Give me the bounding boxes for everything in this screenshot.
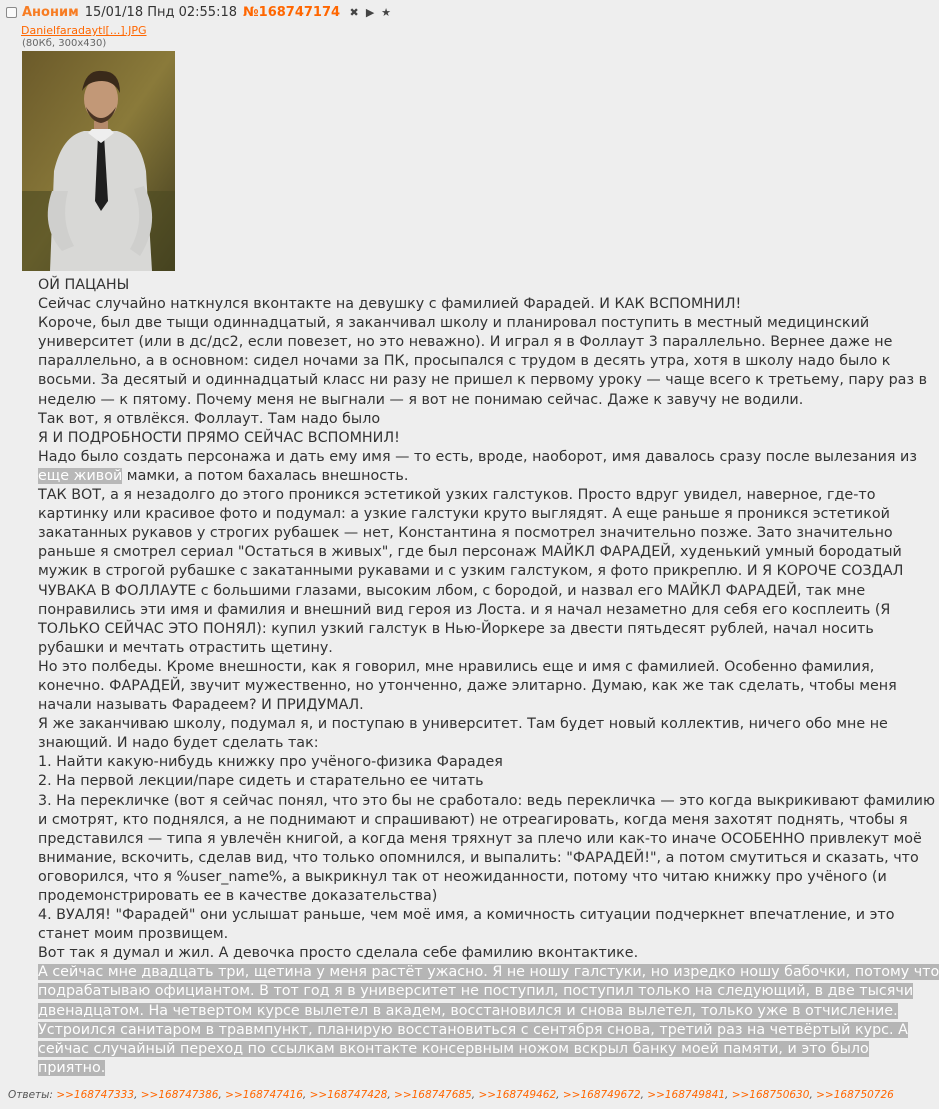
comment-line: знающий. И надо будет сделать так: bbox=[38, 735, 319, 752]
comment-line: ОЙ ПАЦАНЫ bbox=[38, 277, 130, 293]
reply-link[interactable]: >>168749462 bbox=[478, 1089, 557, 1101]
comment-line: 2. На первой лекции/паре сидеть и старательно ее читать bbox=[38, 773, 484, 790]
comment-line: восьми. За десятый и одиннадцатый класс ни разу не пришел к первому уроку — чаще всего к третьему, пару раз в bbox=[38, 372, 928, 389]
comment-text: мамки, а потом бахалась внешность. bbox=[122, 467, 409, 484]
reply-link[interactable]: >>168750630 bbox=[731, 1089, 810, 1101]
comment-line: Я И ПОДРОБНОСТИ ПРЯМО СЕЙЧАС ВСПОМНИЛ! bbox=[38, 429, 400, 446]
post-header bbox=[6, 3, 396, 21]
comment-line: параллельно, а в основном: сидел ночами за ПК, просыпался с трудом в десять утра, хотя в школу надо было к bbox=[38, 353, 891, 370]
comment-line: внимание, вскочить, сделав вид, что только опомнился, и выпалить: "ФАРАДЕЙ!", а потом смутиться и сказать, что bbox=[38, 849, 919, 866]
comment-line: станет моим прозвищем. bbox=[38, 926, 229, 943]
comment-line: Вот так я думал и жил. А девочка просто сделала себе фамилию вконтактике. bbox=[38, 945, 639, 962]
post-number-link[interactable]: №168747174 bbox=[243, 4, 341, 20]
comment-line: 4. ВУАЛЯ! "Фарадей" они услышат раньше, чем моё имя, а комичность ситуации подчеркнет впечатление, и это bbox=[38, 907, 895, 924]
reply-link[interactable]: >>168749672 bbox=[562, 1089, 641, 1101]
comment-line: Так вот, я отвлёкся. Фоллаут. Там надо было bbox=[38, 410, 381, 427]
inline-spoiler[interactable]: еще живой bbox=[38, 467, 123, 484]
comment-line: университет (или в дс/дс2, если повезет, но это неважно). И играл я в Фоллаут 3 параллельно. Вернее даже не bbox=[38, 334, 893, 351]
replies-bar: Ответы: >>168747333, >>168747386, >>168747416, >>168747428, >>168747685, >>168749462, >>168749672, >>168749841, >>168750630, >>168750726 bbox=[8, 1089, 894, 1101]
comment-line: Но это полбеды. Кроме внешности, как я говорил, мне нравились еще и имя с фамилией. Особенно фамилия, bbox=[38, 658, 875, 675]
replies-label: Ответы: bbox=[8, 1089, 53, 1101]
spoiler-text: приятно. bbox=[38, 1059, 106, 1076]
comment-line: мужик в строгой рубашке с закатанными рукавами и с узким галстуком, я фото прикреплю. И Я КОРОЧЕ СОЗДАЛ bbox=[38, 563, 904, 580]
comment-line: ТОЛЬКО СЕЙЧАС ЭТО ПОНЯЛ): купил узкий галстук в Нью-Йоркере за двести пятьдесят рублей, начал носить bbox=[38, 620, 874, 637]
play-icon[interactable]: ▶ bbox=[365, 5, 375, 19]
comment-line: конечно. ФАРАДЕЙ, звучит мужественно, но утонченно, даже элитарно. Думаю, как же так сделать, чтобы меня bbox=[38, 677, 897, 694]
comment-line: и смотрят, кто поднялся, а не поднимают и спрашивают) не отреагировать, когда меня захотят поднять, чтобы я bbox=[38, 811, 908, 828]
comment-line: раньше я смотрел сериал "Остаться в живых", где был персонаж МАЙКЛ ФАРАДЕЙ, худенький умный бородатый bbox=[38, 544, 902, 561]
post-datetime: 15/01/18 Пнд 02:55:18 bbox=[84, 4, 238, 20]
spoiler-text: сейчас случайный переход по ссылкам вконтакте консервным ножом вскрыл банку моей памяти, и это было bbox=[38, 1040, 869, 1057]
reply-link[interactable]: >>168747416 bbox=[225, 1089, 303, 1101]
spoiler-block[interactable] bbox=[38, 963, 939, 1078]
comment-line: ТАК ВОТ, а я незадолго до этого проникся эстетикой узких галстуков. Просто вдруг увидел, наверное, где-то bbox=[38, 487, 876, 504]
comment-line: ЧУВАКА В ФОЛЛАУТЕ с большими глазами, высоким лбом, с бородой, и назвал его МАЙКЛ ФАРАДЕЙ, так мне bbox=[38, 582, 866, 599]
reply-link[interactable]: >>168747386 bbox=[140, 1089, 219, 1101]
spoiler-line bbox=[38, 1021, 918, 1040]
comment-line: неделю — к пятому. Почему меня не выгнали — я вот не понимаю сейчас. Даже к завучу не водили. bbox=[38, 391, 804, 408]
comment-line: картинку или красивое фото и подумал: а узкие галстуки круто выглядят. А еще раньше я проникся эстетикой bbox=[38, 506, 890, 523]
file-info: (80Кб, 300x430) bbox=[22, 38, 107, 49]
comment-line: начали называть Фарадеем? И ПРИДУМАЛ. bbox=[38, 697, 364, 714]
reply-link[interactable]: >>168750726 bbox=[816, 1089, 894, 1101]
spoiler-line bbox=[38, 982, 918, 1001]
comment-line: Короче, был две тыщи одиннадцатый, я заканчивал школу и планировал поступить в местный медицинский bbox=[38, 315, 870, 332]
poster-name: Аноним bbox=[22, 4, 79, 20]
spoiler-line bbox=[38, 963, 939, 982]
reply-link[interactable]: >>168747685 bbox=[394, 1089, 472, 1101]
reply-link[interactable]: >>168747428 bbox=[309, 1089, 388, 1101]
attached-image-thumbnail[interactable] bbox=[22, 51, 175, 271]
comment-line: Надо было создать персонажа и дать ему имя — то есть, вроде, наоборот, имя давалось сразу после вылезания из bbox=[38, 448, 917, 465]
comment-line: представился — типа я увлечён книгой, а когда меня тряхнут за плечо или как-то иначе ОСОБЕННО привлекут моё bbox=[38, 830, 922, 847]
spoiler-text: двенадцатом. На четвертом курсе вылетел в академ, восстановился и снова вылетел, только уже в отчисление. bbox=[38, 1002, 898, 1019]
spoiler-text: Устроился санитаром в травмпункт, планирую восстановиться с сентября снова, третий раз на четвёртый курс. А bbox=[38, 1021, 908, 1038]
comment-line-with-spoiler bbox=[38, 467, 918, 486]
spoiler-line bbox=[38, 1002, 918, 1021]
comment-line: рубашки и мечтать отрастить щетину. bbox=[38, 639, 333, 656]
comment-line: оговорился, что я %user_name%, а выкрикнул так от неожиданности, потому что читаю книжку про учёного (и bbox=[38, 868, 887, 885]
comment-line: продемонстрировать ее в качестве доказательства) bbox=[38, 888, 438, 904]
reply-link[interactable]: >>168749841 bbox=[647, 1089, 726, 1101]
post-select-checkbox[interactable] bbox=[6, 7, 17, 18]
man-in-tie-photo bbox=[22, 51, 175, 271]
spoiler-line bbox=[38, 1059, 918, 1078]
reply-link[interactable]: >>168747333 bbox=[56, 1089, 135, 1101]
spoiler-text: подрабатываю официантом. В тот год я в университет не поступил, поступил только на следующий, в две тысячи bbox=[38, 983, 914, 1000]
close-icon[interactable]: ✖ bbox=[349, 5, 359, 19]
post-comment bbox=[38, 276, 939, 1078]
comment-line: понравились эти имя и фамилия и внешний вид героя из Лоста. и я начал незаметно для себя его косплеить (Я bbox=[38, 601, 891, 618]
spoiler-line bbox=[38, 1040, 918, 1059]
comment-line: Сейчас случайно наткнулся вконтакте на девушку с фамилией Фарадей. И КАК ВСПОМНИЛ! bbox=[38, 296, 742, 313]
file-link[interactable]: Danielfaradaytl[...].JPG bbox=[21, 24, 147, 37]
spoiler-text: А сейчас мне двадцать три, щетина у меня растёт ужасно. Я не ношу галстуки, но изредко ношу бабочки, потому что bbox=[38, 964, 939, 981]
comment-line: Я же заканчиваю школу, подумал я, и поступаю в университет. Там будет новый коллектив, ничего обо мне не bbox=[38, 716, 888, 733]
comment-line: закатанных рукавов у строгих рубашек — нет, Константина я посмотрел значительно позже. Зато значительно bbox=[38, 525, 893, 542]
comment-line: 1. Найти какую-нибудь книжку про учёного-физика Фарадея bbox=[38, 754, 503, 771]
star-icon[interactable]: ★ bbox=[381, 5, 392, 19]
comment-line: 3. На перекличке (вот я сейчас понял, что это бы не сработало: ведь перекличка — это когда выкрикивают фамилию bbox=[38, 792, 936, 809]
